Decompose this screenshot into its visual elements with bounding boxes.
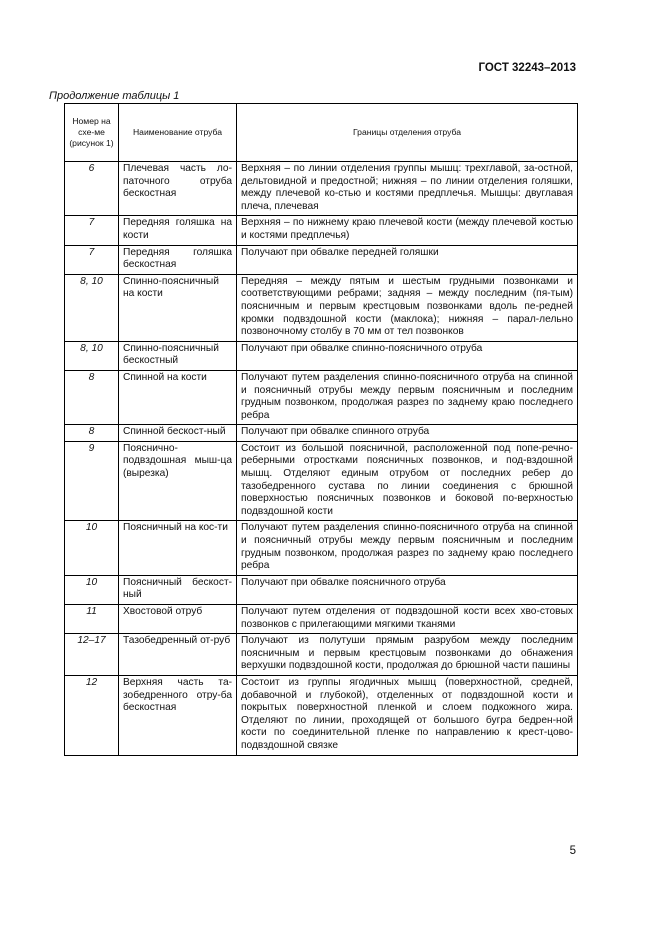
table-row [65,521,578,575]
table-row [65,245,578,274]
table-row [65,425,578,442]
cell-cut-name: Спинно-поясничный бескостный [119,341,237,370]
cell-number: 8 [65,370,119,424]
table-row [65,216,578,245]
cell-boundaries: Верхняя – по линии отделения группы мышц: трехглавой, за-остной, дельтовидной и предостной; нижняя – по линии отделения голяшки, между плечевой ко-стью и костями предплечья. Мышцы: двуглавая плеча, плечевая [237,162,578,216]
table-row [65,370,578,424]
cell-number: 7 [65,245,119,274]
cell-cut-name: Передняя голяшка бескостная [119,245,237,274]
cell-number: 10 [65,521,119,575]
cell-boundaries: Получают при обвалке поясничного отруба [237,575,578,604]
cell-number: 8 [65,425,119,442]
table-row [65,634,578,676]
cell-number: 6 [65,162,119,216]
standard-header: ГОСТ 32243–2013 [478,62,576,74]
cell-cut-name: Спинной бескост-ный [119,425,237,442]
cell-boundaries: Получают путем отделения от подвздошной кости всех хво-стовых позвонков с прилегающими мягкими тканями [237,605,578,634]
cell-boundaries: Получают из полутуши прямым разрубом между последним поясничным и первым крестцовым позвонками до обнажения верхушки подвздошной кости, продолжая до брюшной части пашины [237,634,578,676]
cell-number: 8, 10 [65,274,119,341]
cell-boundaries: Получают при обвалке спинного отруба [237,425,578,442]
column-header-name: Наименование отруба [119,104,237,162]
table-row [65,605,578,634]
cell-cut-name: Хвостовой отруб [119,605,237,634]
cell-boundaries: Состоит из группы ягодичных мышц (поверхностной, средней, добавочной и глубокой), отделенных от подвздошной кости и покрытых поверхностной пленкой и слоем подкожного жира. Отделяют по линии, проходящей от большого бугра бедрен-ной кости по соединительной пленке по направлению к крест-цово-подвздошной связке [237,675,578,755]
table-row [65,441,578,521]
cell-number: 10 [65,575,119,604]
cell-number: 12–17 [65,634,119,676]
cell-cut-name: Спинной на кости [119,370,237,424]
cell-boundaries: Состоит из большой поясничной, расположенной под попе-речно-реберными отростками поясничных позвонков, и под-вздошной мышц. Отделяют единым отрубом от последних ребер до тазобедренного сустава по линии соединения с брюшной поверхностью поясничных позвонков и боковой по-верхностью подвздошной кости [237,441,578,521]
cell-number: 11 [65,605,119,634]
table-row [65,575,578,604]
cell-number: 8, 10 [65,341,119,370]
column-header-boundaries: Границы отделения отруба [237,104,578,162]
cell-cut-name: Спинно-поясничный на кости [119,274,237,341]
cell-number: 9 [65,441,119,521]
table-row [65,341,578,370]
table-row [65,162,578,216]
cell-cut-name: Пояснично-подвздошная мыш-ца (вырезка) [119,441,237,521]
cell-boundaries: Получают путем разделения спинно-поясничного отруба на спинной и поясничный отрубы между первым поясничным и последним грудным позвонком, продолжая разрез по заднему краю последнего ребра [237,521,578,575]
cell-cut-name: Поясничный на кос-ти [119,521,237,575]
table-row [65,274,578,341]
table-row [65,675,578,755]
cell-boundaries: Получают путем разделения спинно-поясничного отруба на спинной и поясничный отрубы между первым поясничным и последним грудным позвонком, продолжая разрез по заднему краю последнего ребра [237,370,578,424]
cell-boundaries: Получают при обвалке передней голяшки [237,245,578,274]
cell-boundaries: Получают при обвалке спинно-поясничного отруба [237,341,578,370]
table-header-row [65,104,578,162]
cell-boundaries: Передняя – между пятым и шестым грудными позвонками и соответствующими ребрами; задняя – между последним (пя-тым) поясничным и первым крестцовым позвонками вдоль пе-редней кромки подвздошной кости (маклока); нижняя – парал-лельно позвоночному столбу в 70 мм от тел позвонков [237,274,578,341]
cell-cut-name: Поясничный бескост-ный [119,575,237,604]
cell-cut-name: Передняя голяшка на кости [119,216,237,245]
cell-number: 7 [65,216,119,245]
cell-boundaries: Верхняя – по нижнему краю плечевой кости (между плечевой костью и костями предплечья) [237,216,578,245]
cell-number: 12 [65,675,119,755]
cell-cut-name: Плечевая часть ло-паточного отруба бескостная [119,162,237,216]
cell-cut-name: Тазобедренный от-руб [119,634,237,676]
cell-cut-name: Верхняя часть та-зобедренного отру-ба бескостная [119,675,237,755]
page-number: 5 [569,845,576,857]
cuts-table [64,103,578,756]
column-header-number: Номер на схе-ме (рисунок 1) [65,104,119,162]
table-caption: Продолжение таблицы 1 [49,90,180,102]
